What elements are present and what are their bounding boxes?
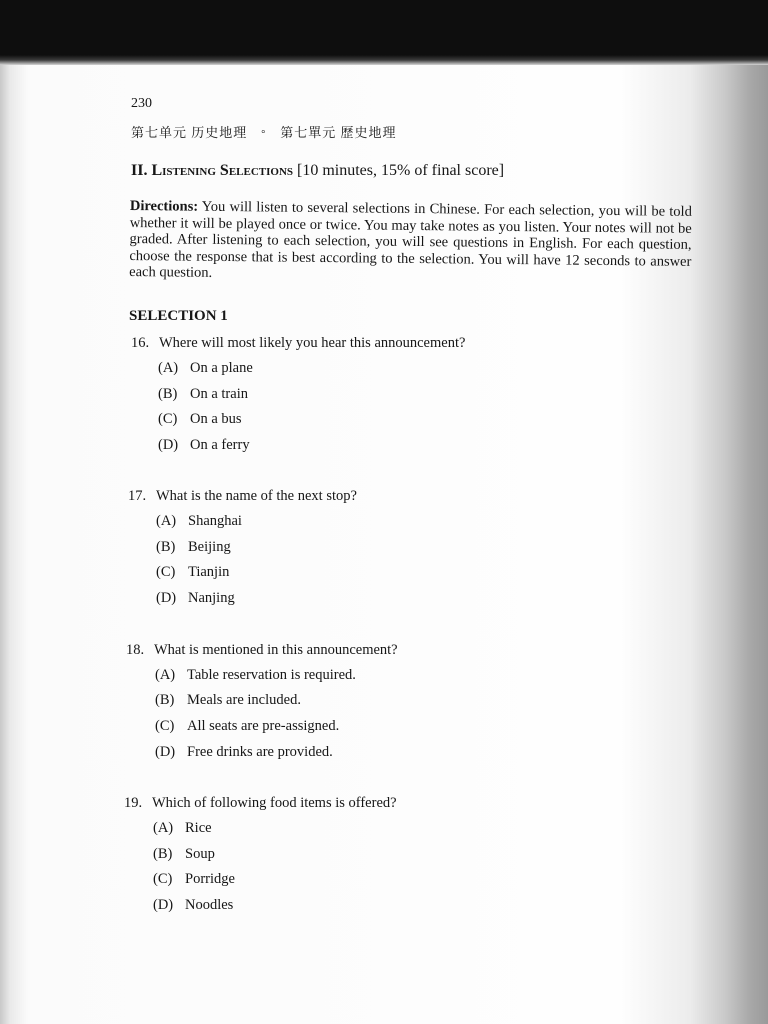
option-letter: (C) bbox=[158, 411, 178, 427]
option-17-a bbox=[156, 513, 242, 530]
section-heading bbox=[131, 162, 504, 180]
question-number: 17. bbox=[128, 488, 147, 504]
option-text: On a bus bbox=[190, 411, 242, 427]
question-number: 19. bbox=[124, 795, 143, 811]
question-19 bbox=[124, 795, 397, 812]
option-letter: (A) bbox=[158, 360, 179, 376]
option-text: Soup bbox=[185, 846, 215, 862]
question-16 bbox=[131, 335, 465, 352]
option-16-a bbox=[158, 360, 253, 377]
option-16-c bbox=[158, 411, 242, 428]
option-letter: (B) bbox=[158, 386, 178, 402]
option-18-d bbox=[155, 744, 333, 761]
option-text: Shanghai bbox=[188, 513, 242, 529]
option-letter: (D) bbox=[156, 590, 177, 606]
question-text: Which of following food items is offered? bbox=[152, 795, 397, 811]
option-text: Table reservation is required. bbox=[187, 667, 356, 683]
section-details: [10 minutes, 15% of final score] bbox=[297, 162, 505, 179]
option-letter: (D) bbox=[158, 437, 179, 453]
option-letter: (C) bbox=[155, 718, 175, 734]
option-16-d bbox=[158, 437, 250, 454]
option-text: On a train bbox=[190, 386, 248, 402]
option-19-c bbox=[153, 871, 235, 888]
directions-label: Directions: bbox=[129, 198, 199, 215]
option-text: Porridge bbox=[185, 871, 235, 887]
option-text: Tianjin bbox=[188, 564, 230, 580]
option-18-b bbox=[155, 692, 301, 709]
option-text: Nanjing bbox=[188, 590, 235, 606]
option-17-d bbox=[156, 590, 235, 607]
option-19-b bbox=[153, 846, 215, 863]
option-text: Free drinks are provided. bbox=[187, 744, 333, 760]
option-letter: (A) bbox=[153, 820, 174, 836]
option-letter: (A) bbox=[155, 667, 176, 683]
option-letter: (A) bbox=[156, 513, 177, 529]
option-letter: (C) bbox=[153, 871, 173, 887]
option-17-b bbox=[156, 539, 231, 556]
unit-header bbox=[131, 122, 397, 141]
option-letter: (C) bbox=[156, 564, 176, 580]
page-number: 230 bbox=[131, 96, 152, 111]
section-title: Listening Selections bbox=[151, 162, 294, 179]
option-19-a bbox=[153, 820, 212, 837]
option-letter: (D) bbox=[153, 897, 174, 913]
directions-paragraph bbox=[129, 198, 692, 286]
unit-header-separator: ° bbox=[261, 129, 267, 140]
option-18-a bbox=[155, 667, 356, 684]
option-text: All seats are pre-assigned. bbox=[187, 718, 340, 734]
option-letter: (D) bbox=[155, 744, 176, 760]
option-18-c bbox=[155, 718, 339, 735]
option-17-c bbox=[156, 564, 229, 581]
question-text: What is the name of the next stop? bbox=[156, 488, 357, 504]
option-letter: (B) bbox=[155, 692, 175, 708]
option-text: Beijing bbox=[188, 539, 231, 555]
option-19-d bbox=[153, 897, 233, 914]
question-text: Where will most likely you hear this announcement? bbox=[159, 335, 466, 351]
unit-header-traditional: 第七單元 歷史地理 bbox=[280, 125, 397, 140]
option-letter: (B) bbox=[156, 539, 176, 555]
question-number: 18. bbox=[126, 642, 145, 658]
question-text: What is mentioned in this announcement? bbox=[154, 642, 398, 658]
option-text: On a plane bbox=[190, 360, 253, 376]
question-17 bbox=[128, 488, 357, 505]
option-text: On a ferry bbox=[190, 437, 250, 453]
question-number: 16. bbox=[131, 335, 150, 351]
section-numeral: II. bbox=[131, 162, 148, 179]
option-16-b bbox=[158, 386, 248, 403]
option-text: Noodles bbox=[185, 897, 234, 913]
unit-header-simplified: 第七单元 历史地理 bbox=[131, 125, 248, 140]
option-text: Meals are included. bbox=[187, 692, 301, 708]
question-18 bbox=[126, 642, 398, 659]
option-text: Rice bbox=[185, 820, 212, 836]
selection-heading: SELECTION 1 bbox=[129, 308, 228, 324]
directions-text: You will listen to several selections in Chinese. For each selection, you will be told whether it will be played once or twice. You may take notes as you listen. Your notes will not be graded. After listening to each selection, you will see questions in English. For each question, choose the response that is best according to the selection. You will have 12 seconds to answer each question. bbox=[129, 198, 692, 281]
option-letter: (B) bbox=[153, 846, 173, 862]
